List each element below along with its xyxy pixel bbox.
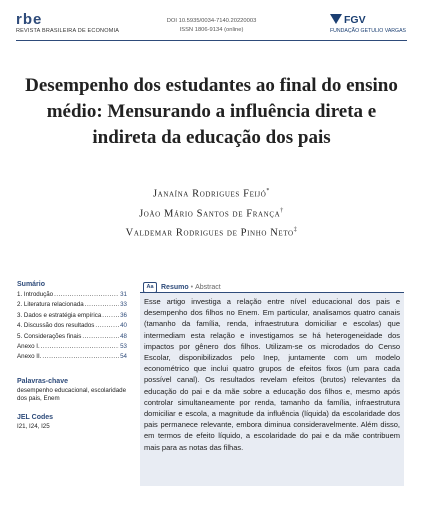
- toc-item-label: Anexo I.: [17, 343, 40, 351]
- toc-leader: [102, 311, 119, 321]
- author[interactable]: [0, 203, 423, 223]
- abstract-text: Esse artigo investiga a relação entre nível educacional dos pais e desempenho dos filhos no Enem. Em particular, analisamos quatro canais (tamanho da família, renda, infraestrutura domiciliar e escolas) que intermediam esta relação e investigamos se há heterogeneidade dos impactos por gênero dos filhos. Utilizam-se os microdados do Censo Escolar, disponibilizados pelo Inep, juntamente com um modelo econométrico que inclui quatro grupos de efeitos fixos (um para cada possível canal). Os resultados revelam efeitos (brutos) relevantes da educação do pai e da mãe sobre a educação dos filhos e, mesmo após controlar simultaneamente por renda, tamanho da família, infraestrutura domiciliar e escola, a magnitude da influência (líquida) da escolaridade dos pais permanece relevante, embora diminua consideravelmente. Além disso, em termos de efeito líquido, a escolaridade do pai e da mãe contribuem mais para as notas das filhas.: [144, 297, 400, 452]
- publisher-logo: [330, 14, 366, 26]
- toc-leader: [82, 332, 119, 342]
- author-name: João Mário Santos de França: [139, 208, 281, 219]
- toc-item-label: 4. Discussão dos resultados: [17, 322, 95, 330]
- author-name: Valdemar Rodrigues de Pinho Neto: [125, 227, 294, 239]
- author-list: [0, 183, 423, 242]
- author[interactable]: [0, 183, 423, 203]
- toc-item-page[interactable]: 33: [120, 301, 127, 309]
- toc-leader: [42, 352, 119, 362]
- toc-item[interactable]: [17, 352, 127, 362]
- resumo-label[interactable]: Resumo: [161, 284, 189, 291]
- toc-item[interactable]: [17, 300, 127, 310]
- toc-item-label: 3. Dados e estratégia empírica: [17, 311, 102, 319]
- keywords-text: desempenho educacional, escolaridade dos pais, Enem: [17, 387, 127, 403]
- label-separator: •: [190, 284, 194, 291]
- toc-leader: [54, 290, 119, 300]
- toc-item-label: 1. Introdução: [17, 291, 54, 298]
- keywords-heading: Palavras-chave: [17, 378, 68, 385]
- toc-item[interactable]: [17, 321, 127, 331]
- author-name: Janaína Rodrigues Feijó: [153, 188, 267, 200]
- journal-name: REVISTA BRASILEIRA DE ECONOMIA: [16, 28, 120, 34]
- toc-leader: [95, 321, 119, 331]
- abstract-label[interactable]: Abstract: [195, 284, 221, 291]
- toc-item-label: Anexo II.: [17, 353, 42, 361]
- toc-item-page[interactable]: 40: [120, 322, 127, 330]
- header-divider: [16, 40, 407, 41]
- toc-item[interactable]: [17, 311, 127, 321]
- fgv-triangle-icon: [330, 14, 342, 24]
- journal-logo: rbe: [16, 11, 43, 28]
- toc-item[interactable]: [17, 332, 127, 342]
- author-footnote-mark[interactable]: *: [266, 188, 270, 194]
- toc-leader: [41, 342, 119, 352]
- table-of-contents: [17, 290, 127, 363]
- toc-item-label: 5. Considerações finais: [17, 332, 82, 340]
- author-footnote-mark[interactable]: ‡: [293, 227, 298, 233]
- author[interactable]: [0, 222, 423, 242]
- issn: ISSN 1806-9134 (online): [179, 27, 244, 33]
- toc-item-page[interactable]: 48: [120, 332, 127, 340]
- abstract-box: [140, 292, 404, 486]
- doi-link[interactable]: DOI 10.5935/0034-7140.20220003: [166, 18, 257, 24]
- toc-item[interactable]: [17, 342, 127, 352]
- toc-item-page[interactable]: 36: [120, 311, 127, 319]
- toc-item-page[interactable]: 53: [120, 343, 127, 351]
- jel-codes: I21, I24, I25: [17, 423, 50, 430]
- toc-item[interactable]: [17, 290, 127, 300]
- publisher-name: FUNDAÇÃO GETULIO VARGAS: [330, 28, 406, 34]
- toc-item-page[interactable]: 31: [120, 291, 127, 298]
- publisher-logo-text: FGV: [344, 14, 366, 26]
- sumario-heading: Sumário: [17, 281, 46, 288]
- jel-heading: JEL Codes: [17, 414, 54, 421]
- toc-item-page[interactable]: 54: [120, 353, 127, 361]
- article-title: Desempenho dos estudantes ao final do ensino médio: Mensurando a influência direta e indireta da educação dos pais: [25, 75, 398, 148]
- toc-leader: [85, 300, 119, 310]
- toc-item-label: 2. Literatura relacionada: [17, 301, 84, 309]
- language-icon[interactable]: Aa: [143, 282, 157, 293]
- author-footnote-mark[interactable]: †: [280, 207, 284, 214]
